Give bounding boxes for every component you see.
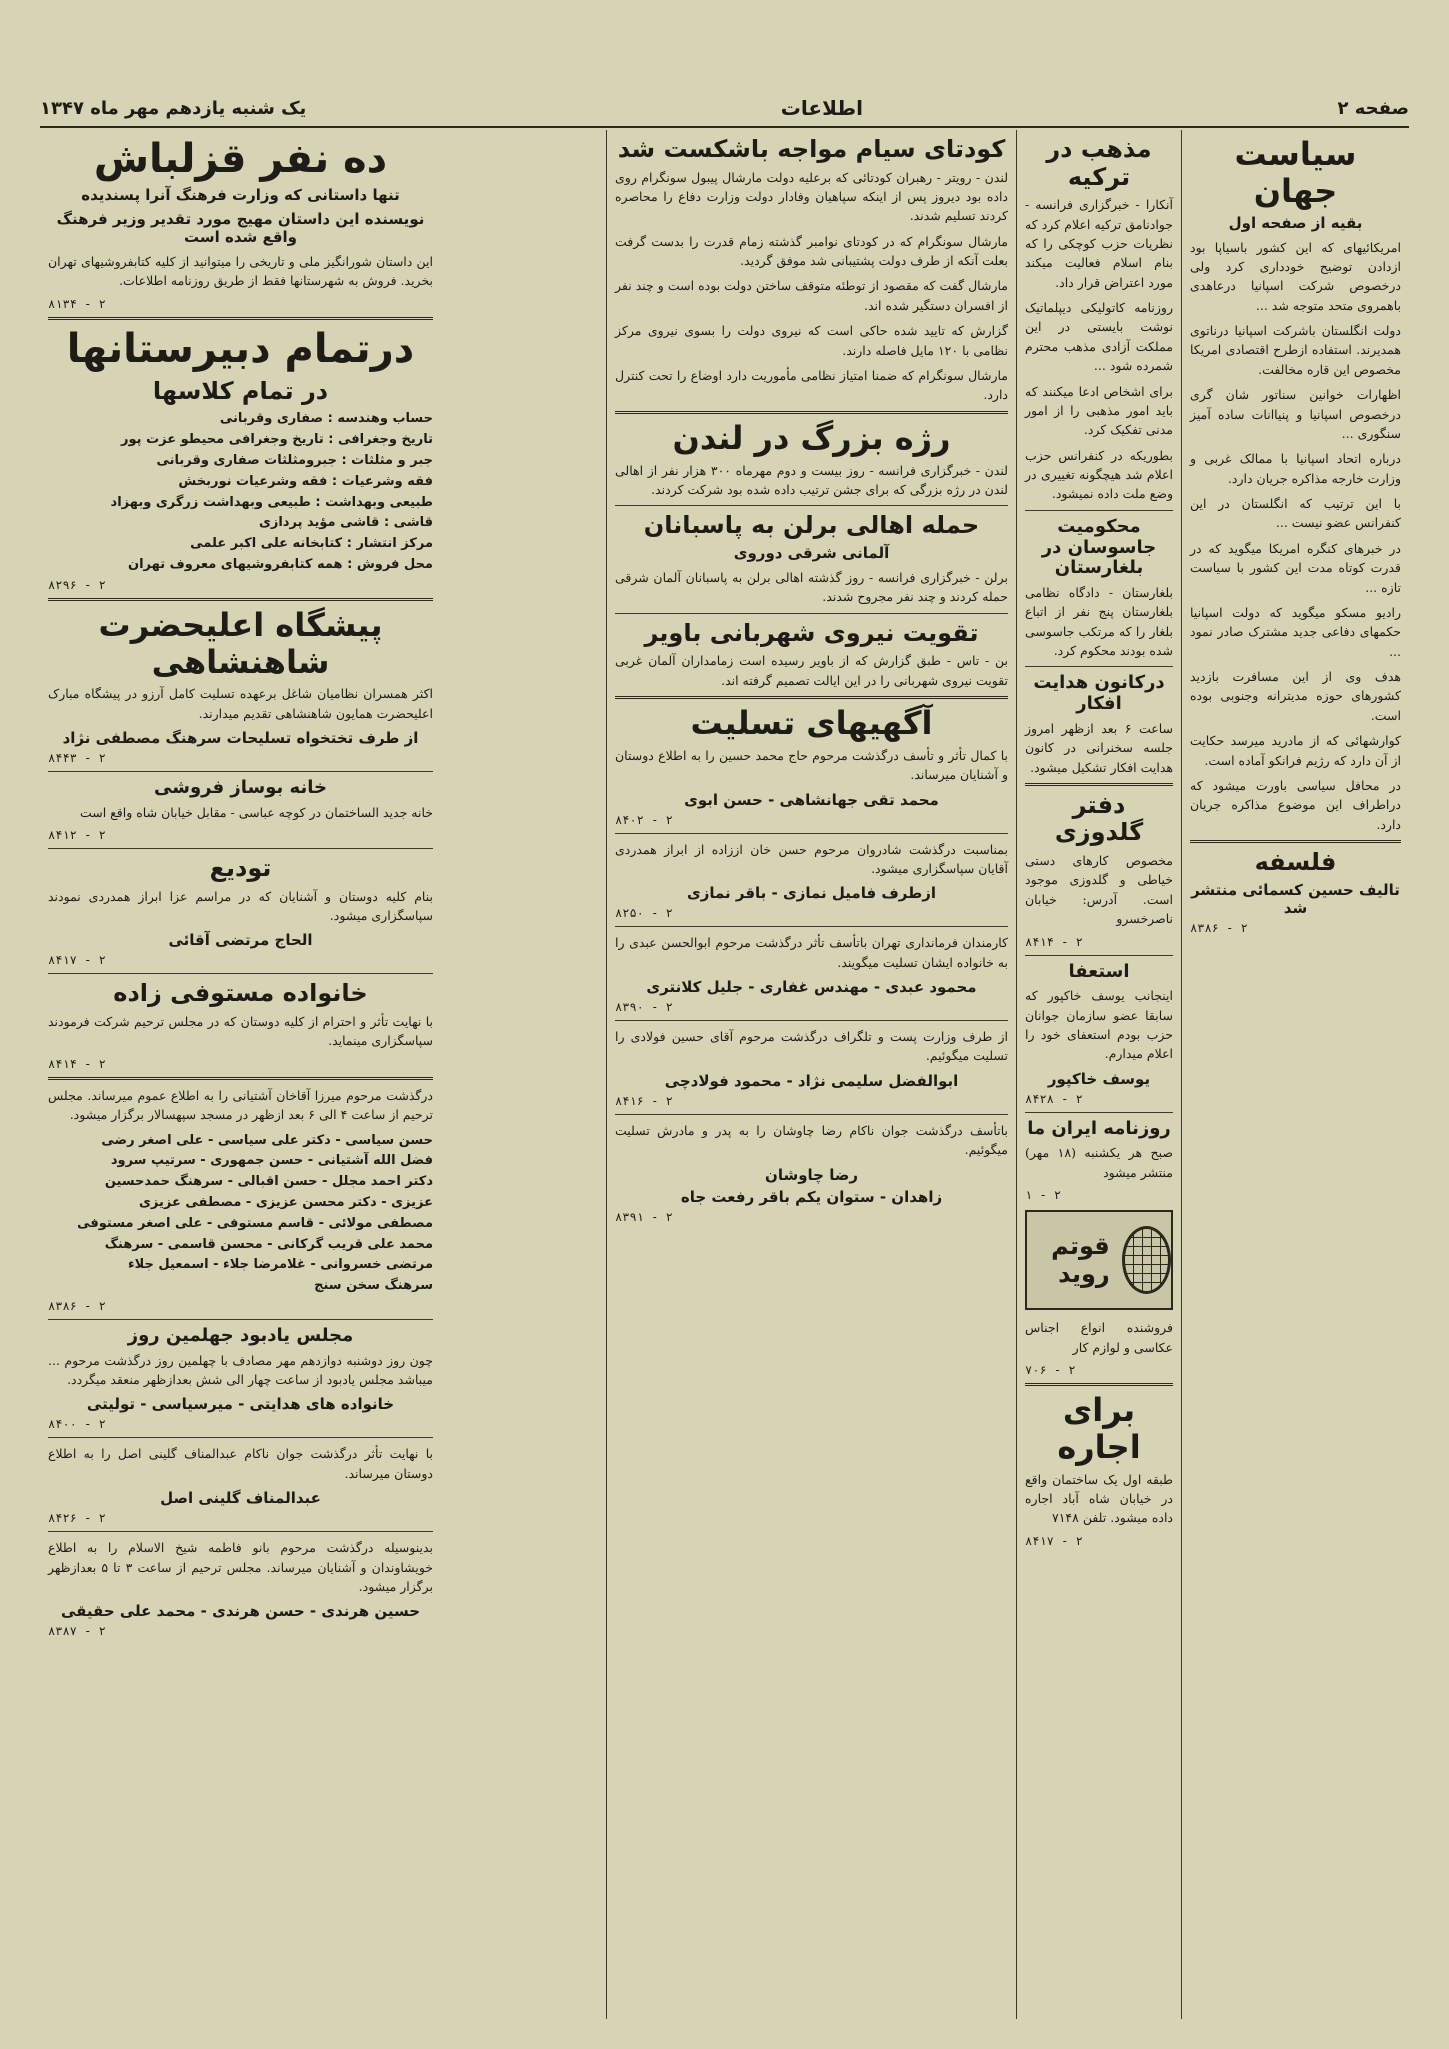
family-title: خانواده مستوفی زاده [113, 979, 368, 1008]
ad-code: ۸۴۴۳ - ۲ [48, 751, 106, 766]
qizilbash-subtitle: تنها داستانی که وزارت فرهنگ آنرا پسندیده [81, 186, 400, 204]
condolence-signature: زاهدان - ستوان یکم باقر رفعت جاه [680, 1187, 943, 1206]
last-notice-signature: حسین هرندی - حسن هرندی - محمد علی حقیقی [60, 1602, 421, 1621]
bavaria-police-text: بن - تاس - طبق گزارش که از باویر رسیده است زمامداران آلمان غربی تقویت نیروی شهربانی را در این ایالت تصمیم گرفته اند. [615, 653, 1008, 688]
divider [48, 1077, 433, 1080]
article-paragraph: درباره اتحاد اسپانیا با ممالک غربی و وزارت خارجه مذاکره جریان دارد. [1190, 451, 1401, 486]
obituary-name-line: مرتضی خسروانی - غلامرضا جلاء - اسمعیل جلاء [127, 1257, 433, 1273]
memorial-title: مجلس یادبود جهلمین روز [127, 1324, 354, 1346]
resignation-signature: یوسف خاکپور [1047, 1069, 1151, 1088]
obituary-name-line: فضل الله آشتیانی - حسن جمهوری - سرتیپ سرود [110, 1153, 433, 1169]
ad-code: ۸۲۵۰ - ۲ [615, 906, 673, 921]
divider [48, 1319, 433, 1320]
berlin-attack-title: حمله اهالی برلن به پاسبانان [643, 511, 980, 540]
continuation-note: بقیه از صفحه اول [1228, 213, 1363, 232]
ad-code: ۸۳۸۷ - ۲ [48, 1624, 106, 1639]
book-list-item: قاشی : قاشی مؤید پردازی [258, 515, 433, 531]
house-sale-text: خانه جدید الساختمان در کوچه عباسی - مقابل خیابان شاه واقع است [79, 804, 433, 820]
book-list-item: حساب وهندسه : صفاری وقربانی [219, 411, 433, 427]
photo-shop-logo: قوتم رويد [1051, 1232, 1110, 1289]
ad-code: ۸۴۱۲ - ۲ [48, 828, 106, 843]
article-paragraph: روزنامه کاتولیکی دیپلماتیک نوشت بایستی در این مملکت آزادی مذهب محترم شمرده شود ... [1025, 300, 1173, 374]
ad-code: ۸۲۹۶ - ۲ [48, 577, 106, 592]
world-politics-title: سیاست جهان [1234, 135, 1357, 210]
article-paragraph: لندن - رویتر - رهبران کودتائی که برعلیه دولت مارشال پیبول سونگرام روی داده بود دیروز پس از اینکه سپاهیان وفادار دولت وزارت دفاع را محاصره کردند تسلیم شدند. [615, 169, 1008, 224]
divider [1190, 840, 1401, 843]
globe-icon [1122, 1226, 1171, 1294]
divider [48, 973, 433, 974]
memorial-text: چون روز دوشنبه دوازدهم مهر مصادف با چهلمین روز درگذشت مرحوم ... میباشد مجلس یادبود از ساعت چهار الی شش بعدازظهر منعقد میگردد. [48, 1352, 433, 1387]
condolence-ad: کارمندان فرمانداری تهران باتأسف تأثر درگذشت مرحوم ابوالحسن عبدی را به خانواده ایشان تسلیت میگویند. [615, 935, 1008, 970]
ad-code: ۸۴۱۷ - ۲ [48, 953, 106, 968]
condolence-signature: محمود عبدی - مهندس غفاری - جلیل کلانتری [646, 978, 977, 996]
obituary-name-line: محمد علی قریب گرکانی - محسن قاسمی - سرهنگ [104, 1236, 433, 1252]
article-paragraph: امریکائیهای که این کشور باسیاپا بود ازدادن توضیح خودداری کرد ولی درخصوص شرکت اسپانیا درعاهدی باهمروی متحد متوجه شد ... [1190, 239, 1401, 313]
ad-code: ۸۳۹۰ - ۲ [615, 1000, 673, 1014]
masthead [40, 90, 1409, 128]
columns [40, 130, 1409, 2019]
condolence-signature: ابوالفضل سلیمی نژاد - محمود فولادچی [664, 1071, 959, 1090]
death-notice-signature: عبدالمناف گلینی اصل [160, 1489, 321, 1508]
article-paragraph: با این ترتیب که انگلستان در این کنفرانس عضو نیست ... [1190, 496, 1401, 531]
divider [615, 696, 1008, 699]
guidance-title: درکانون هدایت افکار [1033, 672, 1165, 715]
high-schools-title: درتمام دبیرستانها [66, 325, 415, 372]
family-text: با نهایت تأثر و احترام از کلیه دوستان که در مجلس ترحیم شرکت فرمودند سپاسگزاری مینماید. [48, 1014, 433, 1049]
ad-code: ۸۳۸۶ - ۲ [48, 1298, 106, 1313]
divider [615, 833, 1008, 834]
page-number: صفحه ۲ [1337, 97, 1409, 119]
resignation-text: اینجانب یوسف خاکپور که سابقا عضو سازمان جوانان حزب بودم استعفای خود را اعلام میدارم. [1025, 988, 1173, 1062]
for-rent-title: برای اجاره [1057, 1390, 1141, 1466]
divider [615, 411, 1008, 414]
ad-code: ۸۳۹۱ - ۲ [615, 1209, 673, 1224]
qizilbash-text: این داستان شورانگیز ملی و تاریخی را میتوانید از کلیه کتابفروشیهای تهران بخرید. فروش به شهرستانها فقط از طریق روزنامه اطلاعات. [48, 254, 433, 289]
photo-shop-caption: فروشنده انواع اجناس عکاسی و لوازم کار [1025, 1320, 1173, 1355]
divider [48, 771, 433, 772]
ad-code: ۸۴۲۶ - ۲ [48, 1511, 106, 1526]
article-paragraph: رادیو مسکو میگوید که دولت اسپانیا حکمهای دفاعی جدید مشترک صادر نمود ... [1190, 604, 1401, 659]
ad-code: ۸۴۰۰ - ۲ [48, 1417, 106, 1432]
article-paragraph: دولت انگلستان باشرکت اسپانیا درناتوی همدیرند. استفاده ازطرح اقتصادی امریکا مخصوص این قاره مخالفت. [1190, 323, 1401, 377]
obituary-name-line: دکتر احمد مجلل - حسن اقبالی - سرهنگ حمدحسین [104, 1174, 433, 1190]
book-list-item: مرکز انتشار : کتابخانه علی اکبر علمی [190, 536, 433, 552]
divider [1025, 1112, 1173, 1113]
divider [1025, 955, 1173, 956]
ad-code: ۸۴۱۷ - ۲ [1025, 1533, 1083, 1548]
ad-code: ۸۱۳۴ - ۲ [48, 296, 106, 311]
ad-code: ۸۴۱۴ - ۲ [1025, 934, 1083, 949]
divider [615, 926, 1008, 927]
embroidery-office-title: دفتر گلدوزی [1054, 790, 1144, 847]
divider [1025, 510, 1173, 511]
article-paragraph: مارشال گفت که مقصود از توطئه متوقف ساختن دولت بوده است و چند نفر از افسران دستگیر شده اند. [615, 278, 1008, 313]
ad-code: ۸۴۲۸ - ۲ [1025, 1091, 1083, 1106]
religion-title: مذهب در ترکیه [1046, 135, 1152, 191]
book-list-item: تاریخ وجغرافی : تاریخ وجغرافی محیطو عزت پور [121, 432, 433, 448]
qizilbash-note: نویسنده این داستان مهیج مورد تقدیر وزیر فرهنگ واقع شده است [56, 210, 425, 246]
house-sale-title: خانه بوساز فروشی [154, 777, 327, 799]
book-list-item: طبیعی وبهداشت : طبیعی وبهداشت زرگری وبهزاد [110, 494, 433, 510]
ad-code: ۱ - ۲ [1025, 1188, 1062, 1203]
siam-coup-title: کودتای سیام مواجه باشکست شد [617, 135, 1006, 163]
all-classes-subtitle: در تمام کلاسها [152, 376, 329, 405]
article-paragraph: کوارشهائی که از مادرید میرسد حکایت از آن دارد که رژیم فرانکو آماده است. [1190, 733, 1401, 768]
ad-code: ۸۴۰۲ - ۲ [615, 812, 673, 827]
bavaria-police-title: تقویت نیروی شهربانی باویر [644, 618, 979, 647]
divider [48, 1531, 433, 1532]
for-rent-text: طبقه اول یک ساختمان واقع در خیابان شاه آباد اجاره داده میشود. تلفن ۷۱۴۸ [1025, 1471, 1173, 1526]
book-list-item: جبر و مثلثات : جبرومثلثات صفاری وقربانی [156, 452, 433, 468]
ad-code: ۸۴۱۶ - ۲ [615, 1093, 673, 1108]
condolence-ad: از طرف وزارت پست و تلگراف درگذشت مرحوم آقای حسین فولادی را تسلیت میگوئیم. [615, 1029, 1008, 1064]
farewell-text: بنام کلیه دوستان و آشنایان که در مراسم عزا ابراز همدردی نمودند سپاسگزاری میشود. [48, 888, 433, 924]
article-paragraph: در محافل سیاسی باورت میشود که دراطراف این موضوع مذاکره جریان دارد. [1190, 777, 1401, 832]
newspaper-name: اطلاعات [780, 96, 863, 120]
berlin-attack-text: برلن - خبرگزاری فرانسه - روز گذشته اهالی برلن به پاسبانان آلمان شرقی حمله کردند و چند نفر مجروح شدند. [615, 569, 1008, 605]
last-notice-text: بدینوسیله درگذشت مرحوم بانو فاطمه شیخ الاسلام را به اطلاع خویشاوندان و آشنایان میرساند. مجلس ترحیم از ساعت ۳ تا ۵ بعدازظهر برگزار میشود. [48, 1540, 434, 1594]
article-paragraph: برای اشخاص ادعا میکنند که باید امور مذهبی را از امور مدنی تفکیک کرد. [1025, 383, 1173, 438]
divider [615, 1114, 1008, 1115]
spies-title: محکومیت جاسوسان در بلغارستان [1041, 515, 1157, 579]
article-paragraph: اظهارات خوانین سناتور شان گری درخصوص اسپانیا و پنیاانات ساده آمیز سنگوری ... [1190, 387, 1401, 441]
condolence-signature: ازطرف فامیل نمازی - باقر نمازی [686, 884, 937, 903]
issue-date: یک شنبه یازدهم مهر ماه ۱۳۴۷ [40, 97, 307, 119]
article-paragraph: بطوریکه در کنفرانس حزب اعلام شد هیچگونه تغییری در وضع ملت داده نمیشود. [1025, 447, 1173, 502]
memorial-signature: خانواده های هدایتی - میرسیاسی - تولیتی [86, 1395, 395, 1414]
article-paragraph: هدف وی از این مسافرت بازدید کشورهای حوزه مدیترانه وجنوبی بوده است. [1190, 669, 1401, 723]
article-paragraph: مارشال سونگرام که در کودتای نوامبر گذشته زمام قدرت را بدست گرفت بعلت آنکه از طرف دولت پشتیبانی شد موفق گردید. [615, 233, 1008, 269]
column-siam-coup [606, 130, 1016, 2019]
berlin-attack-subtitle: آلمانی شرقی دوروی [733, 543, 890, 562]
obituary-name-line: سرهنگ سخن سنج [314, 1278, 433, 1294]
philosophy-ad-title: فلسفه [1254, 848, 1337, 877]
book-list-item: محل فروش : همه کتابفروشیهای معروف تهران [128, 556, 433, 572]
death-notice-text: با نهایت تأثر درگذشت جوان ناکام عبدالمناف گلینی اصل را به اطلاع دوستان میرساند. [48, 1446, 433, 1481]
condolence-ad: با کمال تأثر و تأسف درگذشت مرحوم حاج محمد حسین را به اطلاع دوستان و آشنایان میرساند. [615, 747, 1008, 783]
divider [615, 505, 1008, 506]
philosophy-ad-text: تالیف حسین کسمائی منتشر شد [1191, 880, 1400, 917]
royal-salute-text: اکثر همسران نظامیان شاغل برعهده تسلیت کامل آرزو در پیشگاه مبارک اعلیحضرت همایون شاهنشاهی تقدیم میدارند. [48, 686, 433, 721]
divider [48, 848, 433, 849]
column-ads-left [40, 130, 441, 2019]
embroidery-office-text: مخصوص کارهای دستی خیاطی و گلدوزی موجود است. آدرس: خیابان ناصرخسرو [1025, 853, 1173, 927]
book-list-item: فقه وشرعیات : فقه وشرعیات نوربخش [178, 473, 433, 489]
divider [1025, 783, 1173, 786]
divider [48, 1437, 433, 1438]
column-religion-turkey [1016, 130, 1181, 2019]
guidance-text: ساعت ۶ بعد ازظهر امروز جلسه سخنرانی در کانون هدایت افکار تشکیل میشود. [1025, 720, 1173, 775]
ad-code: ۷۰۶ - ۲ [1025, 1362, 1076, 1377]
condolence-signature: محمد تقی جهانشاهی - حسن ابوی [684, 790, 939, 809]
condolence-ads-title: آگهیهای تسلیت [690, 703, 933, 742]
obituary-name-line: حسن سیاسی - دکتر علی سیاسی - علی اصغر رضی [101, 1132, 433, 1148]
article-paragraph: آنکارا - خبرگزاری فرانسه - جوادنامق ترکیه اعلام کرد که نظریات حزب کوچکی را که بنام اسلام فعالیت میکند مورد اعتراض قرار داد. [1025, 197, 1173, 290]
divider [48, 598, 433, 601]
condolence-ad: باتأسف درگذشت جوان ناکام رضا چاوشان را به پدر و مادرش تسلیت میگوئیم. [615, 1122, 1008, 1158]
condolence-signature: رضا چاوشان [765, 1165, 858, 1184]
article-paragraph: در خبرهای کنگره امریکا میگوید که در قدرت کوتاه مدت این کشور با سیاست تازه ... [1190, 540, 1401, 595]
london-parade-text: لندن - خبرگزاری فرانسه - روز بیست و دوم مهرماه ۳۰۰ هزار نفر از اهالی لندن در رژه بزرگی که برای جشن ترتیب داده شده بود شرکت کردند. [615, 462, 1008, 497]
divider [615, 1020, 1008, 1021]
ad-code: ۸۴۱۴ - ۲ [48, 1056, 106, 1071]
obituary-name-line: مصطفی مولائی - قاسم مستوفی - علی اصغر مستوفی [77, 1215, 433, 1231]
resignation-title: استعفا [1068, 960, 1130, 982]
obituary-text: درگذشت مرحوم میرزا آقاخان آشتیانی را به اطلاع عموم میرساند. مجلس ترحیم از ساعت ۴ الی ۶ بعد ازظهر در مسجد سپهسالار برگزار میشود. [48, 1087, 433, 1123]
divider [615, 613, 1008, 614]
divider [1025, 666, 1173, 667]
column-world-politics [1181, 130, 1409, 2019]
qizilbash-title: ده نفر قزلباش [93, 136, 388, 182]
iran-ma-title: روزنامه ایران ما [1027, 1117, 1171, 1139]
photo-shop-ad [1025, 1210, 1173, 1310]
obituary-name-line: عزیزی - دکتر محسن عزیزی - مصطفی عزیزی [138, 1194, 433, 1210]
london-parade-title: رژه بزرگ در لندن [672, 418, 951, 457]
iran-ma-text: صبح هر یکشنبه (۱۸ مهر) منتشر میشود [1025, 1145, 1173, 1180]
farewell-title: تودیع [209, 854, 272, 883]
condolence-ad: بمناسبت درگذشت شادروان مرحوم حسن خان اززاده از ابراز همدردی آقایان سپاسگزاری میشود. [615, 841, 1008, 876]
royal-salute-signature: از طرف تختخواه تسلیحات سرهنگ مصطفی نژاد [62, 729, 419, 748]
ad-code: ۸۳۸۶ - ۲ [1190, 920, 1248, 935]
spies-text: بلغارستان - دادگاه نظامی بلغارستان پنج نفر از اتباع بلغار را که مرتکب جاسوسی شده بودند محکوم کرد. [1025, 584, 1173, 658]
divider [1025, 1383, 1173, 1386]
royal-salute-title: پیشگاه اعلیحضرت شاهنشاهی [98, 605, 383, 681]
divider [48, 317, 433, 320]
article-paragraph: گزارش که تایید شده حاکی است که نیروی دولت را بسوی نیروی مرکز نظامی با ۱۲۰ مایل فاصله دارند. [615, 323, 1008, 358]
farewell-signature: الحاج مرتضی آقائی [168, 931, 313, 950]
article-paragraph: مارشال سونگرام که ضمنا امتیاز نظامی مأموریت دارد اوضاع را تحت کنترل دارد. [615, 367, 1008, 403]
